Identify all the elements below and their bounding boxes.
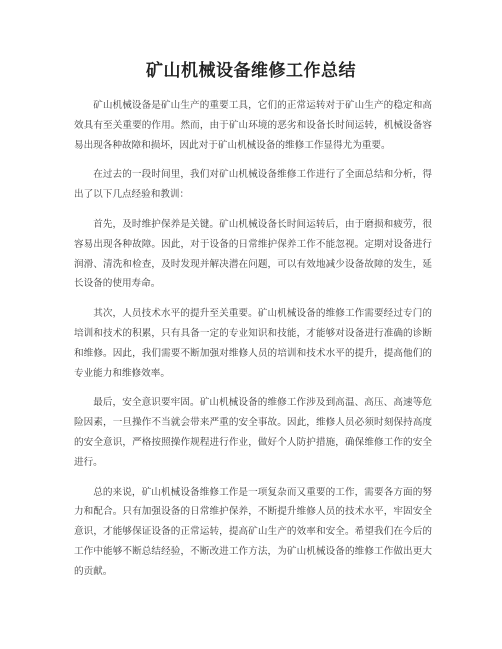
- paragraph-skills: 其次，人员技术水平的提升至关重要。矿山机械设备的维修工作需要经过专门的培训和技术的积累，只有具备一定的专业知识和技能，才能够对设备进行准确的诊断和维修。因此，我们需要不断加强对维修人员的培训和技术水平的提升，提高他们的专业能力和维修效率。: [74, 308, 432, 379]
- paragraph-maintenance: 首先，及时维护保养是关键。矿山机械设备长时间运转后，由于磨损和疲劳，很容易出现各种故障。因此，对于设备的日常维护保养工作不能忽视。定期对设备进行润滑、清洗和检查，及时发现并解决潜在问题，可以有效地减少设备故障的发生，延长设备的使用寿命。: [74, 218, 432, 290]
- paragraph-intro: 矿山机械设备是矿山生产的重要工具，它们的正常运转对于矿山生产的稳定和高效具有至关重要的作用。然而，由于矿山环境的恶劣和设备长时间运转，机械设备容易出现各种故障和损坏，因此对于矿山机械设备的维修工作显得尤为重要。: [74, 100, 432, 151]
- paragraph-conclusion: 总的来说，矿山机械设备维修工作是一项复杂而又重要的工作，需要各方面的努力和配合。只有加强设备的日常维护保养，不断提升维修人员的技术水平，牢固安全意识，才能够保证设备的正常运转，提高矿山生产的效率和安全。希望我们在今后的工作中能够不断总结经验，不断改进工作方法，为矿山机械设备的维修工作做出更大的贡献。: [74, 486, 432, 577]
- document-body: [74, 96, 432, 592]
- paragraph-summary-lead: 在过去的一段时间里，我们对矿山机械设备维修工作进行了全面总结和分析，得出了以下几点经验和教训：: [74, 169, 432, 201]
- document-title: 矿山机械设备维修工作总结: [146, 61, 356, 81]
- paragraph-safety: 最后，安全意识要牢固。矿山机械设备的维修工作涉及到高温、高压、高速等危险因素，一旦操作不当就会带来严重的安全事故。因此，维修人员必须时刻保持高度的安全意识，严格按照操作规程进行作业，做好个人防护措施，确保维修工作的安全进行。: [74, 397, 432, 468]
